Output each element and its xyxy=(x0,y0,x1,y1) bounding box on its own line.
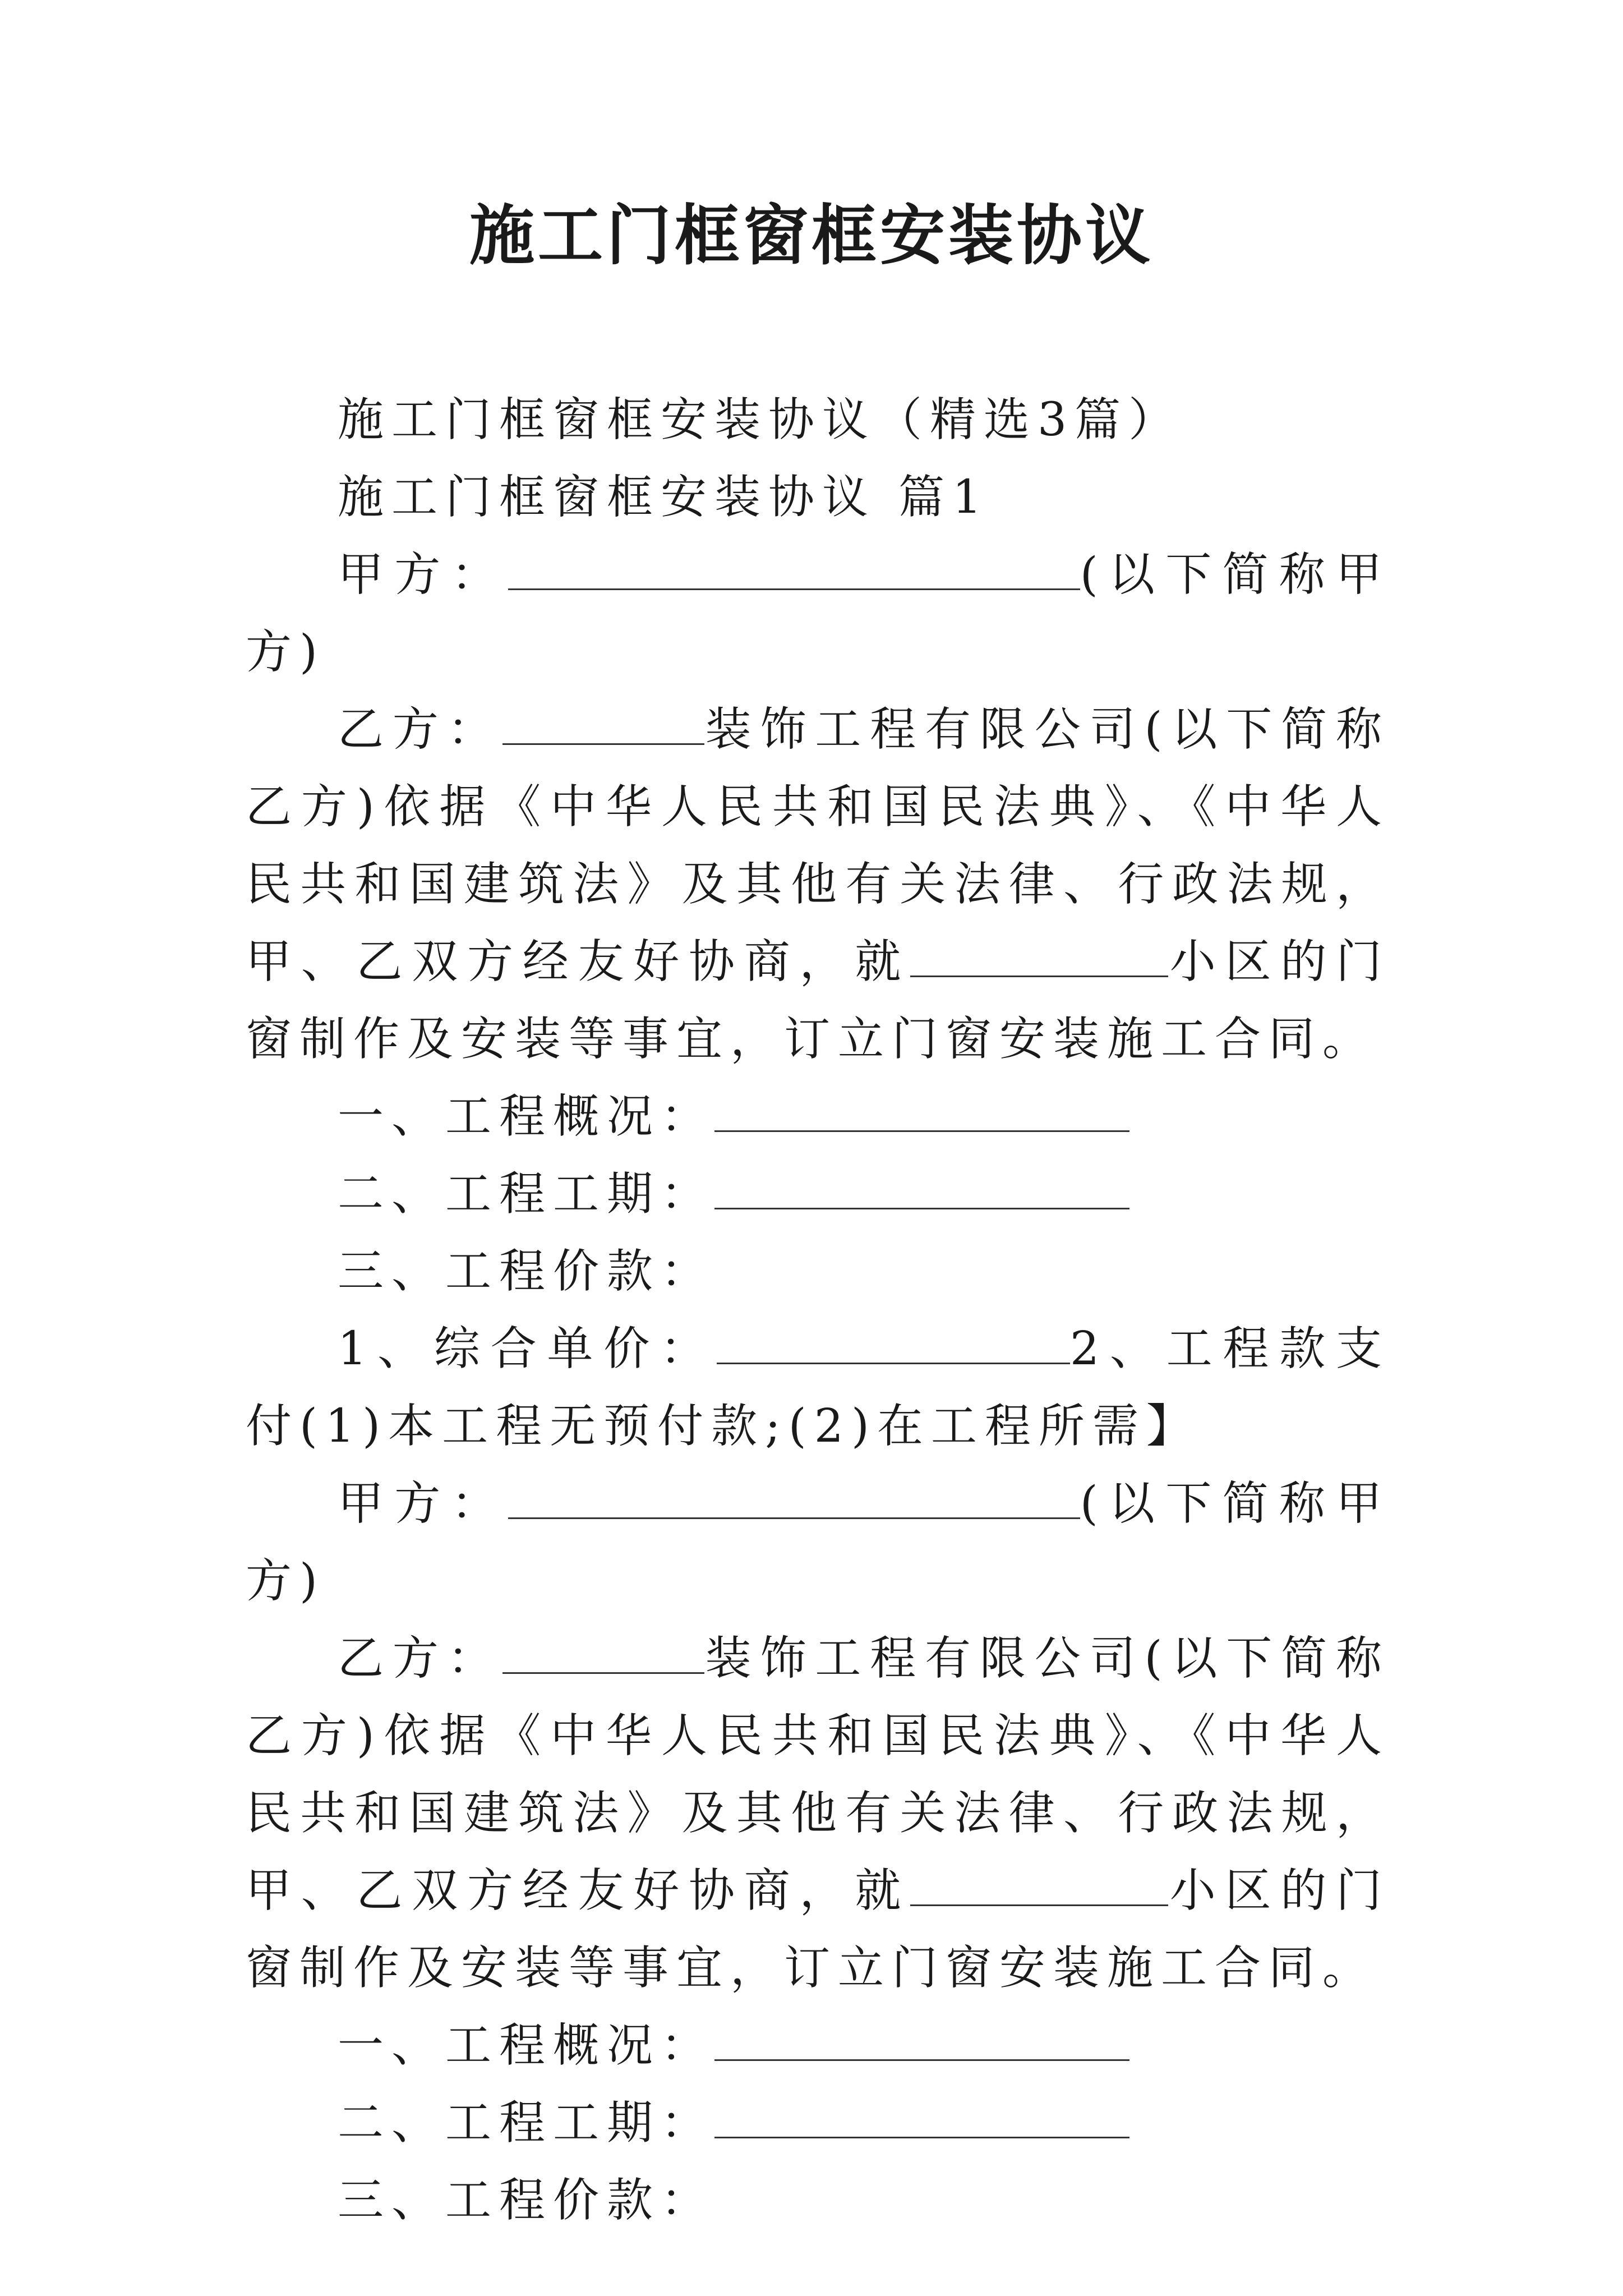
subtitle: 施工门框窗框安装协议（精选3篇） xyxy=(338,393,1183,447)
item-overview-line-2 xyxy=(246,2007,1390,2085)
party-b-text-1-2: 装饰工程有限公司(以下简称乙方)依据《中华人民共和国民法典》、《中华人民共和国建筑法》及其他有关法律、行政法规，甲、乙双方经友好协商，就 xyxy=(246,1632,1390,1917)
item-duration-line-2 xyxy=(246,2085,1390,2162)
party-b-label: 乙方： xyxy=(338,703,502,756)
price-paragraph xyxy=(246,1310,1390,1465)
item-duration-2: 二、工程工期： xyxy=(338,2096,715,2150)
party-a-suffix-2: (以下简称甲方) xyxy=(246,1477,1390,1608)
party-a-suffix: (以下简称甲方) xyxy=(246,548,1390,679)
party-b-paragraph xyxy=(246,691,1390,1078)
party-b-blank-2 xyxy=(502,1626,704,1674)
party-a-label-2: 甲方： xyxy=(338,1477,508,1530)
item-duration-line xyxy=(246,1156,1390,1233)
item-overview-line xyxy=(246,1078,1390,1156)
party-b-paragraph-2 xyxy=(246,1620,1390,2007)
party-a-line xyxy=(246,536,1390,691)
party-b-blank xyxy=(502,697,704,745)
party-a-blank-2 xyxy=(508,1471,1080,1519)
party-b-label-2: 乙方： xyxy=(338,1632,502,1685)
party-a-label: 甲方： xyxy=(338,548,508,601)
party-b-text-1: 装饰工程有限公司(以下简称乙方)依据《中华人民共和国民法典》、《中华人民共和国建筑法》及其他有关法律、行政法规，甲、乙双方经友好协商，就 xyxy=(246,703,1390,988)
community-blank xyxy=(910,930,1168,977)
document-body xyxy=(246,381,1390,2239)
item-overview: 一、工程概况： xyxy=(338,1090,715,1143)
item-price-2: 三、工程价款： xyxy=(338,2174,715,2227)
item-price: 三、工程价款： xyxy=(338,1245,715,1298)
item-overview-blank xyxy=(714,1084,1129,1132)
item-duration-blank-2 xyxy=(714,2091,1129,2138)
party-b-text-2-2: 小区的门窗制作及安装等事宜，订立门窗安装施工合同。 xyxy=(246,1864,1390,1995)
item-overview-2: 一、工程概况： xyxy=(338,2019,715,2072)
community-blank-2 xyxy=(910,1858,1168,1906)
item-overview-blank-2 xyxy=(714,2013,1129,2061)
party-a-line-2 xyxy=(246,1465,1390,1620)
party-b-text-2: 小区的门窗制作及安装等事宜，订立门窗安装施工合同。 xyxy=(246,935,1390,1066)
price-label: 1、综合单价： xyxy=(338,1322,717,1375)
part-heading: 施工门框窗框安装协议 篇1 xyxy=(338,471,990,524)
party-a-blank xyxy=(508,542,1080,590)
document-title: 施工门框窗框安装协议 xyxy=(469,197,1154,274)
item-duration-blank xyxy=(714,1162,1129,1209)
payment-text: 2、工程款支付(1)本工程无预付款;(2)在工程所需】 xyxy=(246,1322,1390,1453)
price-blank xyxy=(717,1317,1070,1364)
item-duration: 二、工程工期： xyxy=(338,1167,715,1221)
